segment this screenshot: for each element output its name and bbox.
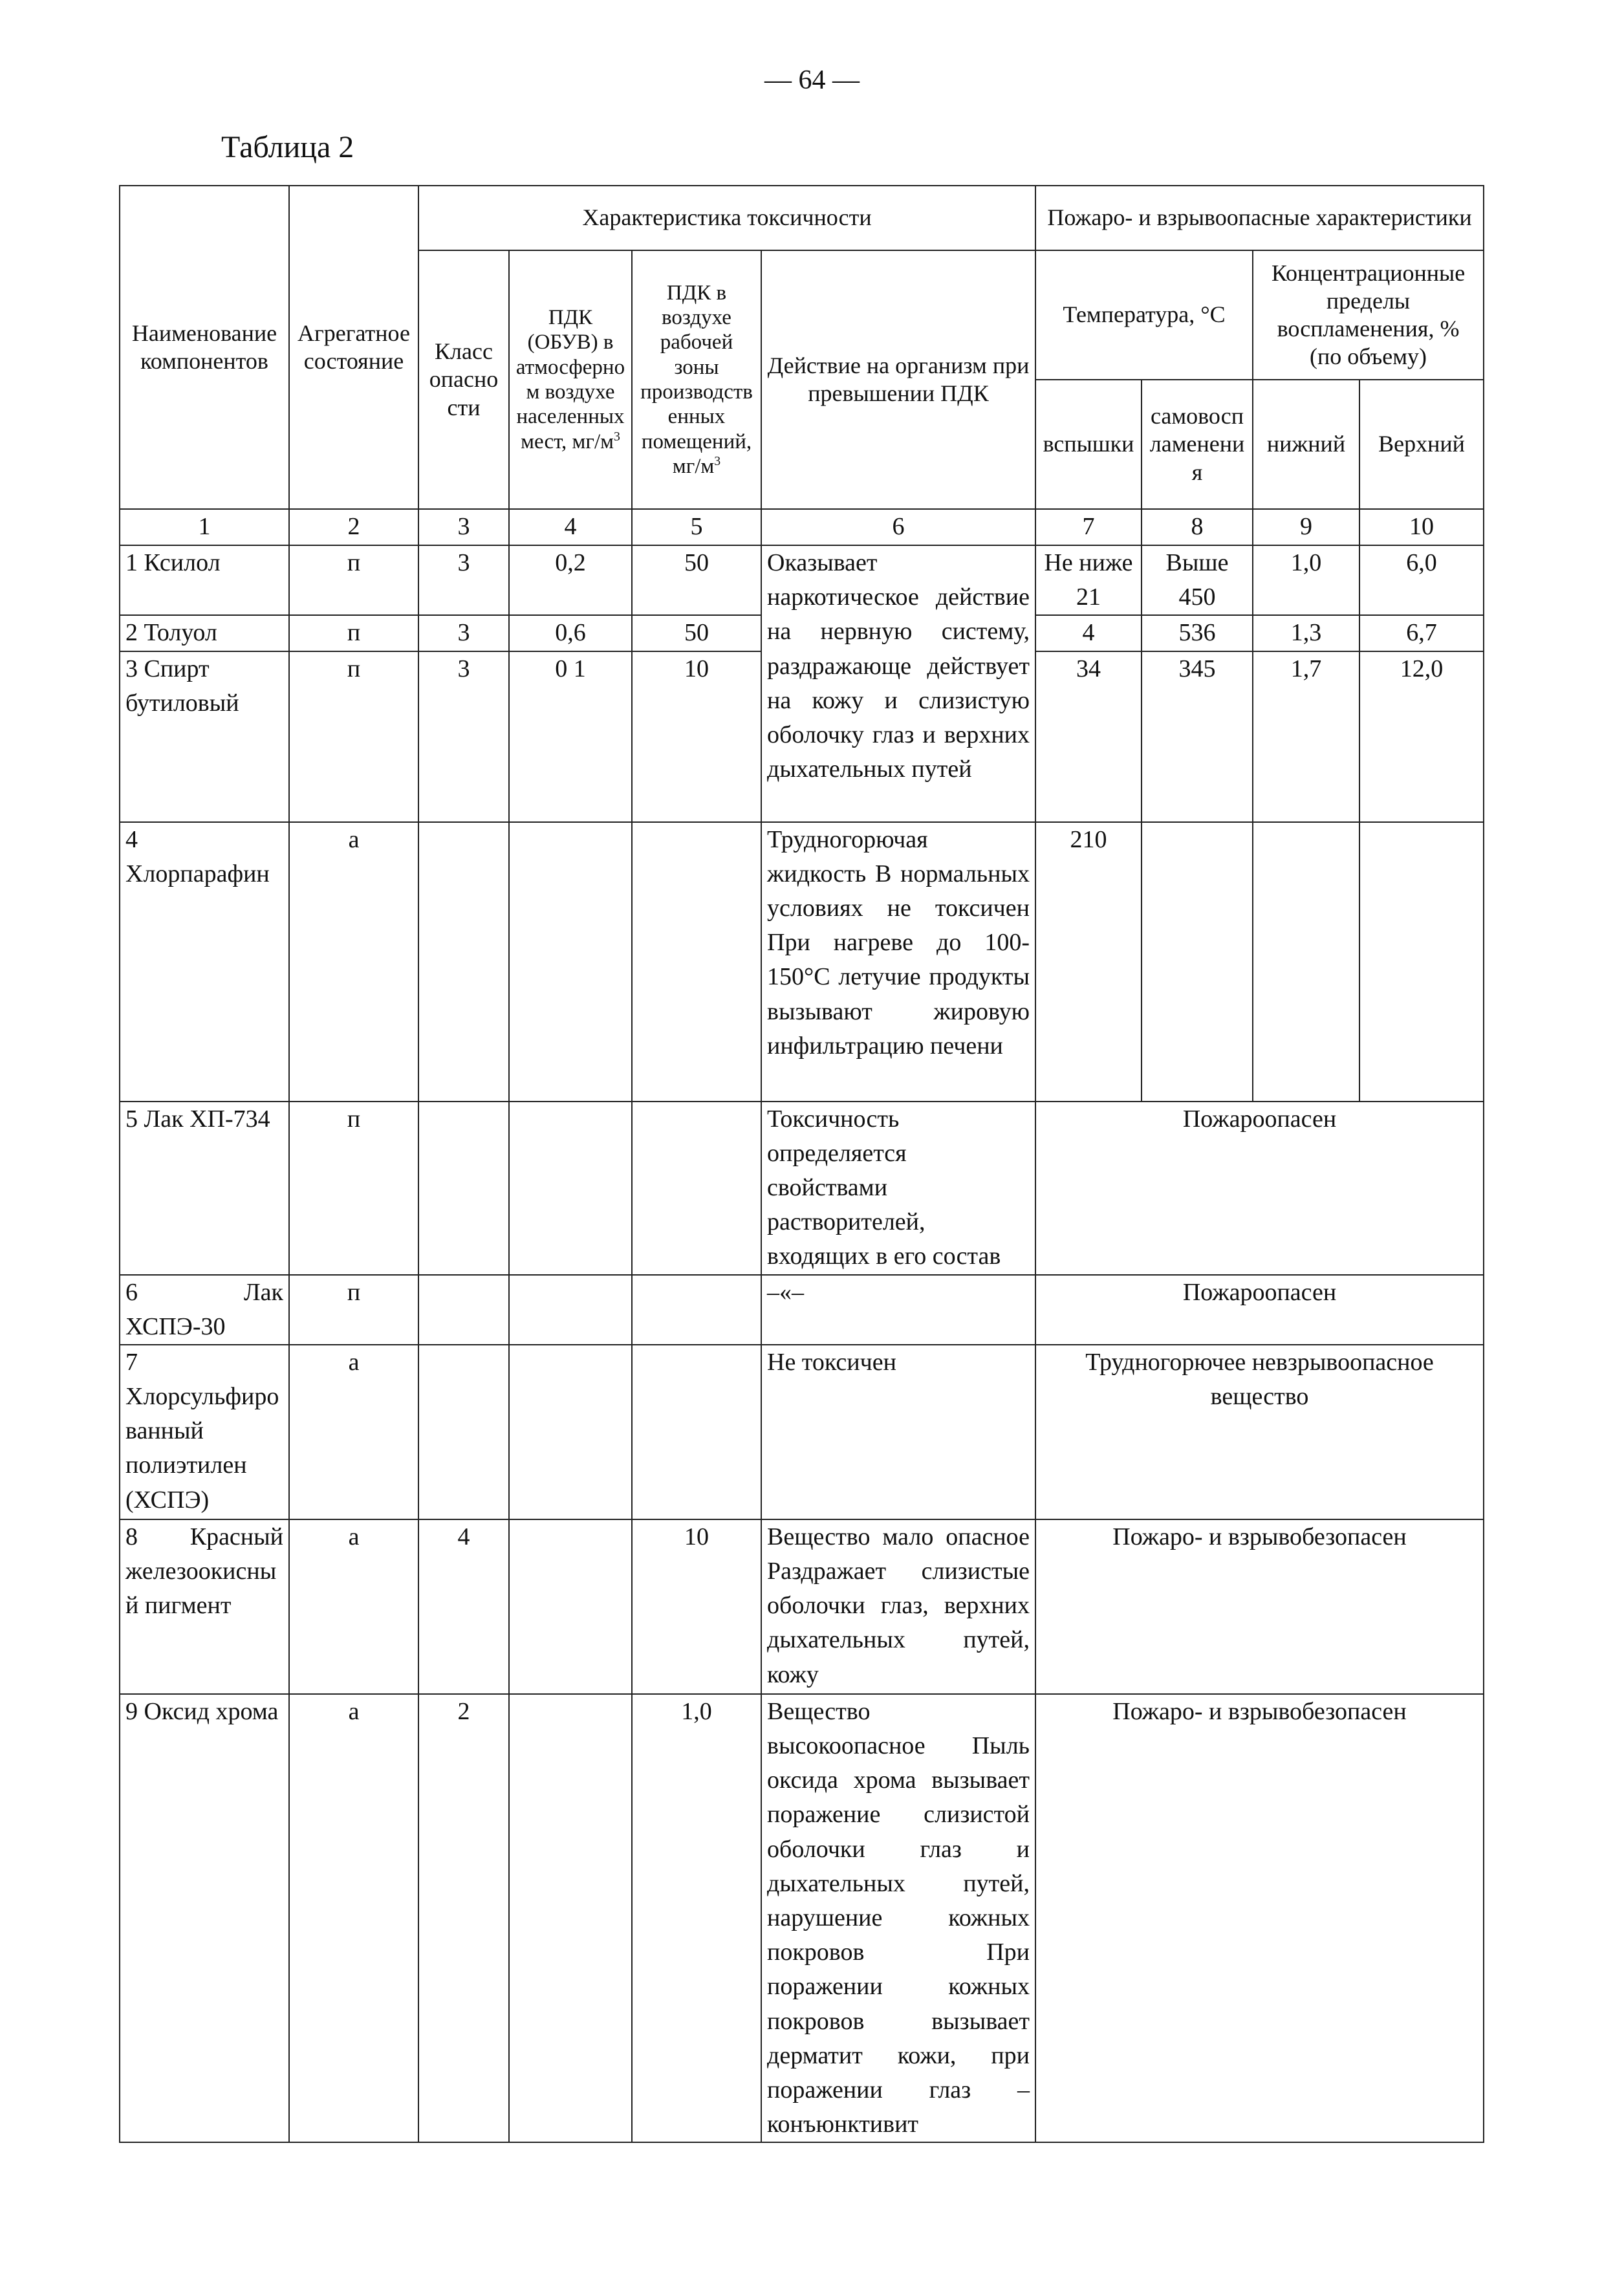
pdk-atm bbox=[509, 1519, 632, 1694]
col-num: 2 bbox=[289, 509, 418, 545]
header-tox-group: Характеристика токсичности bbox=[418, 186, 1035, 250]
aggregate-state: п bbox=[289, 1275, 418, 1345]
fire-hazard: Трудногорючее невзрывоопасное вещество bbox=[1035, 1345, 1484, 1519]
effect: Вещество мало опасное Раздражает слизистые оболочки глаз, верхних дыхательных путей, кожу bbox=[761, 1519, 1035, 1694]
effect: –«– bbox=[761, 1275, 1035, 1345]
autoignition-temp bbox=[1142, 822, 1253, 1102]
pdk-work: 1,0 bbox=[632, 1694, 761, 2142]
pdk-work bbox=[632, 822, 761, 1102]
col-num: 6 bbox=[761, 509, 1035, 545]
component-name: 4 Хлорпарафин bbox=[120, 822, 289, 1102]
header-lower: нижний bbox=[1253, 380, 1359, 509]
pdk-work bbox=[632, 1345, 761, 1519]
component-name: 8 Красный железоокисный пигмент bbox=[120, 1519, 289, 1694]
header-effect: Действие на организм при превышении ПДК bbox=[761, 250, 1035, 509]
table-row bbox=[120, 545, 1484, 615]
hazard-class: 3 bbox=[418, 651, 509, 822]
autoignition-temp: 345 bbox=[1142, 651, 1253, 822]
effect: Вещество высокоопасное Пыль оксида хрома вызывает поражение слизистой оболочки глаз и дыхательных путей, нарушение кожных покровов При поражении кожных покровов вызывает дерматит кожи, при поражении глаз – конъюнктивит bbox=[761, 1694, 1035, 2142]
page-number: — 64 — bbox=[764, 65, 860, 95]
col-num: 9 bbox=[1253, 509, 1359, 545]
hazard-class: 2 bbox=[418, 1694, 509, 2142]
aggregate-state: а bbox=[289, 822, 418, 1102]
component-name: 5 Лак ХП-734 bbox=[120, 1102, 289, 1275]
lower-limit: 1,7 bbox=[1253, 651, 1359, 822]
lower-limit: 1,3 bbox=[1253, 615, 1359, 651]
autoignition-temp: Выше 450 bbox=[1142, 545, 1253, 615]
component-name: 6 Лак ХСПЭ-30 bbox=[120, 1275, 289, 1345]
table-row bbox=[120, 1102, 1484, 1275]
header-pdk-work bbox=[632, 250, 761, 509]
header-conc-limits: Концентрационные пределы воспламенения, % (по объему) bbox=[1253, 250, 1484, 380]
header-autoignition: самовоспламенения bbox=[1142, 380, 1253, 509]
header-flash: вспышки bbox=[1035, 380, 1142, 509]
column-number-row bbox=[120, 509, 1484, 545]
header-pdk-work-power: 3 bbox=[714, 453, 721, 468]
header-pdk-work-text: ПДК в воздухе рабочей зоны производственных помещений, мг/м bbox=[640, 281, 753, 478]
pdk-atm bbox=[509, 1345, 632, 1519]
component-name: 1 Ксилол bbox=[120, 545, 289, 615]
aggregate-state: п bbox=[289, 1102, 418, 1275]
pdk-work: 10 bbox=[632, 1519, 761, 1694]
lower-limit bbox=[1253, 822, 1359, 1102]
effect: Токсичность определяется свойствами растворителей, входящих в его состав bbox=[761, 1102, 1035, 1275]
flash-temp: 34 bbox=[1035, 651, 1142, 822]
hazard-class bbox=[418, 1275, 509, 1345]
hazard-class bbox=[418, 1345, 509, 1519]
col-num: 4 bbox=[509, 509, 632, 545]
col-num: 10 bbox=[1359, 509, 1484, 545]
header-upper: Верхний bbox=[1359, 380, 1484, 509]
upper-limit: 6,0 bbox=[1359, 545, 1484, 615]
header-row-1 bbox=[120, 186, 1484, 250]
col-num: 1 bbox=[120, 509, 289, 545]
hazard-class: 3 bbox=[418, 545, 509, 615]
header-hazard-class: Класс опасности bbox=[418, 250, 509, 509]
pdk-work: 10 bbox=[632, 651, 761, 822]
aggregate-state: п bbox=[289, 615, 418, 651]
pdk-work bbox=[632, 1275, 761, 1345]
table-row bbox=[120, 1519, 1484, 1694]
flash-temp: 210 bbox=[1035, 822, 1142, 1102]
hazard-class bbox=[418, 1102, 509, 1275]
header-pdk-atm bbox=[509, 250, 632, 509]
col-num: 3 bbox=[418, 509, 509, 545]
pdk-work: 50 bbox=[632, 615, 761, 651]
component-name: 2 Толуол bbox=[120, 615, 289, 651]
table-caption: Таблица 2 bbox=[221, 130, 354, 164]
header-pdk-atm-power: 3 bbox=[614, 429, 620, 444]
hazard-class: 4 bbox=[418, 1519, 509, 1694]
lower-limit: 1,0 bbox=[1253, 545, 1359, 615]
aggregate-state: а bbox=[289, 1694, 418, 2142]
hazard-class: 3 bbox=[418, 615, 509, 651]
hazard-class bbox=[418, 822, 509, 1102]
components-table bbox=[119, 185, 1484, 2143]
component-name: 3 Спирт бутиловый bbox=[120, 651, 289, 822]
table-row bbox=[120, 1694, 1484, 2142]
aggregate-state: а bbox=[289, 1345, 418, 1519]
aggregate-state: а bbox=[289, 1519, 418, 1694]
upper-limit: 12,0 bbox=[1359, 651, 1484, 822]
pdk-atm bbox=[509, 1694, 632, 2142]
fire-hazard: Пожаро- и взрывобезопасен bbox=[1035, 1694, 1484, 2142]
header-name: Наименование компонентов bbox=[120, 186, 289, 509]
aggregate-state: п bbox=[289, 651, 418, 822]
col-num: 7 bbox=[1035, 509, 1142, 545]
pdk-work bbox=[632, 1102, 761, 1275]
upper-limit bbox=[1359, 822, 1484, 1102]
col-num: 8 bbox=[1142, 509, 1253, 545]
pdk-atm bbox=[509, 1275, 632, 1345]
fire-hazard: Пожаро- и взрывобезопасен bbox=[1035, 1519, 1484, 1694]
component-name: 7 Хлорсульфированный полиэтилен (ХСПЭ) bbox=[120, 1345, 289, 1519]
aggregate-state: п bbox=[289, 545, 418, 615]
pdk-atm: 0 1 bbox=[509, 651, 632, 822]
header-fire-group: Пожаро- и взрывоопасные характеристики bbox=[1035, 186, 1484, 250]
flash-temp: Не ниже 21 bbox=[1035, 545, 1142, 615]
fire-hazard: Пожароопасен bbox=[1035, 1102, 1484, 1275]
pdk-atm: 0,6 bbox=[509, 615, 632, 651]
col-num: 5 bbox=[632, 509, 761, 545]
flash-temp: 4 bbox=[1035, 615, 1142, 651]
fire-hazard: Пожароопасен bbox=[1035, 1275, 1484, 1345]
table-row bbox=[120, 1345, 1484, 1519]
effect: Не токсичен bbox=[761, 1345, 1035, 1519]
table-row bbox=[120, 1275, 1484, 1345]
effect: Трудногорючая жидкость В нормальных условиях не токсичен При нагреве до 100-150°С летучие продукты вызывают жировую инфильтрацию печени bbox=[761, 822, 1035, 1102]
effect-shared: Оказывает наркотическое действие на нервную систему, раздражающе действует на кожу и слизистую оболочку глаз и верхних дыхательных путей bbox=[761, 545, 1035, 822]
upper-limit: 6,7 bbox=[1359, 615, 1484, 651]
header-state: Агрегатное состояние bbox=[289, 186, 418, 509]
pdk-atm bbox=[509, 822, 632, 1102]
header-temperature: Температура, °С bbox=[1035, 250, 1253, 380]
autoignition-temp: 536 bbox=[1142, 615, 1253, 651]
header-pdk-atm-text: ПДК (ОБУВ) в атмосферном воздухе населенных мест, мг/м bbox=[515, 306, 625, 453]
pdk-atm bbox=[509, 1102, 632, 1275]
table-row bbox=[120, 822, 1484, 1102]
pdk-work: 50 bbox=[632, 545, 761, 615]
component-name: 9 Оксид хрома bbox=[120, 1694, 289, 2142]
pdk-atm: 0,2 bbox=[509, 545, 632, 615]
